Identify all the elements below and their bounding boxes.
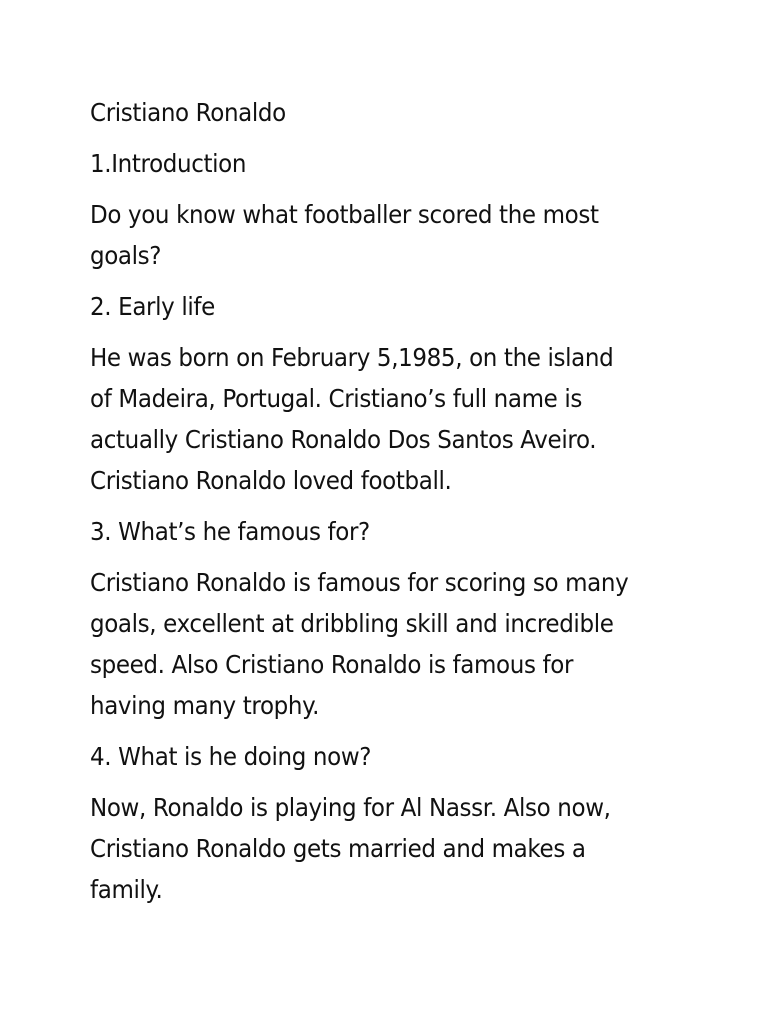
section-body-doing-now: Now, Ronaldo is playing for Al Nassr. Also now, Cristiano Ronaldo gets married and makes a family.: [90, 793, 611, 904]
section-heading-early-life: 2. Early life: [90, 292, 215, 321]
section-body-early-life: He was born on February 5,1985, on the island of Madeira, Portugal. Cristiano’s full name is actually Cristiano Ronaldo Dos Santos Aveiro. Cristiano Ronaldo loved football.: [90, 343, 614, 495]
section-heading-famous-for: 3. What’s he famous for?: [90, 517, 370, 546]
document-title: Cristiano Ronaldo: [90, 98, 286, 127]
section-body-famous-for: Cristiano Ronaldo is famous for scoring so many goals, excellent at dribbling skill and incredible speed. Also Cristiano Ronaldo is famous for having many trophy.: [90, 568, 629, 720]
section-heading-introduction: 1.Introduction: [90, 149, 247, 178]
section-body-introduction: Do you know what footballer scored the most goals?: [90, 200, 599, 270]
document-body: [90, 92, 642, 920]
section-heading-doing-now: 4. What is he doing now?: [90, 742, 372, 771]
